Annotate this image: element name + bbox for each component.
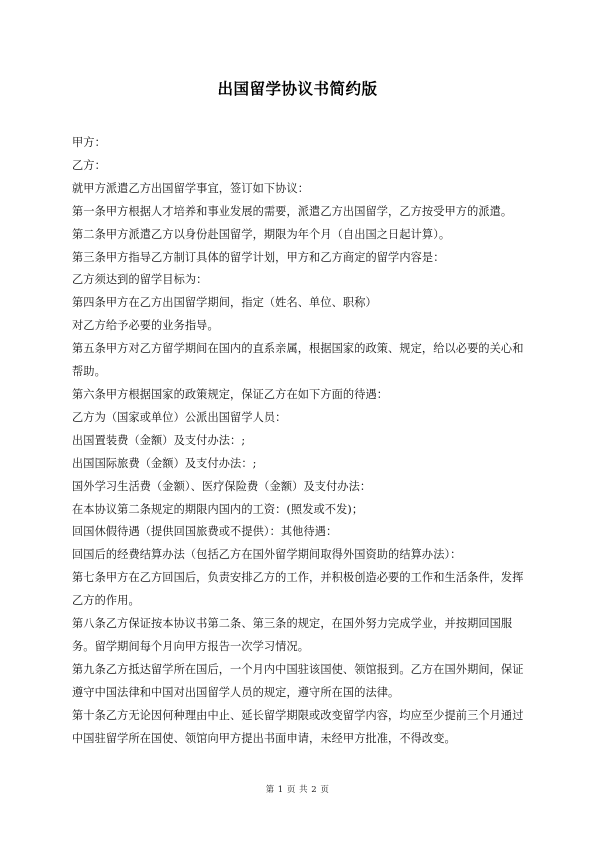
paragraph-article-7: 第七条甲方在乙方回国后，负责安排乙方的工作，并积极创造必要的工作和生活条件，发挥乙方的作用。 xyxy=(72,571,524,608)
paragraph-article-10: 第十条乙方无论因何种理由中止、延长留学期限或改变留学内容，均应至少提前三个月通过中国驻留学所在国使、领馆向甲方提出书面申请，未经甲方批准，不得改变。 xyxy=(72,708,524,745)
paragraph-article-2: 第二条甲方派遣乙方以身份赴国留学，期限为年个月（自出国之日起计算）。 xyxy=(72,227,451,241)
paragraph-article-6: 第六条甲方根据国家的政策规定，保证乙方在如下方面的待遇： xyxy=(72,387,389,401)
paragraph-article-1: 第一条甲方根据人才培养和事业发展的需要，派遣乙方出国留学，乙方按受甲方的派遣。 xyxy=(72,204,513,218)
paragraph-article-4-cont: 对乙方给予必要的业务指导。 xyxy=(72,319,219,333)
paragraph-preamble: 就甲方派遣乙方出国留学事宜，签订如下协议： xyxy=(72,181,310,195)
paragraph-article-8: 第八条乙方保证按本协议书第二条、第三条的规定，在国外努力完成学业，并按期回国服务。留学期间每个月向甲方报告一次学习情况。 xyxy=(72,617,513,653)
paragraph-outfit-fee: 出国置装费（金额）及支付办法：; xyxy=(72,433,246,447)
paragraph-article-5: 第五条甲方对乙方留学期间在国内的直系亲属，根据国家的政策、规定，给以必要的关心和帮助。 xyxy=(72,342,524,379)
paragraph-public-funded: 乙方为（国家或单位）公派出国留学人员： xyxy=(72,410,287,424)
paragraph-travel-fee: 出国国际旅费（金额）及支付办法：; xyxy=(72,456,257,470)
paragraph-article-4: 第四条甲方在乙方出国留学期间，指定（姓名、单位、职称） xyxy=(72,296,377,310)
paragraph-party-a: 甲方： xyxy=(72,136,106,149)
paragraph-study-goal: 乙方须达到的留学目标为： xyxy=(72,273,208,287)
paragraph-party-b: 乙方： xyxy=(72,158,106,172)
paragraph-domestic-salary: 在本协议第二条规定的期限内国内的工资：(照发或不发)； xyxy=(72,502,364,516)
document-body xyxy=(72,132,532,750)
paragraph-home-leave: 回国休假待遇（提供回国旅费或不提供）：其他待遇： xyxy=(72,525,338,539)
paragraph-article-9: 第九条乙方抵达留学所在国后，一个月内中国驻该国使、领馆报到。乙方在国外期间，保证遵守中国法律和中国对出国留学人员的规定，遵守所在国的法律。 xyxy=(72,662,524,699)
paragraph-article-3: 第三条甲方指导乙方制订具体的留学计划，甲方和乙方商定的留学内容是： xyxy=(72,250,445,264)
paragraph-settlement: 回国后的经费结算办法（包括乙方在国外留学期间取得外国资助的结算办法）： xyxy=(72,548,462,562)
page-number: 第 1 页 共 2 页 xyxy=(265,785,330,795)
document-title: 出国留学协议书简约版 xyxy=(217,80,378,98)
paragraph-living-fee: 国外学习生活费（金额）、医疗保险费（金额）及支付办法： xyxy=(72,479,372,493)
